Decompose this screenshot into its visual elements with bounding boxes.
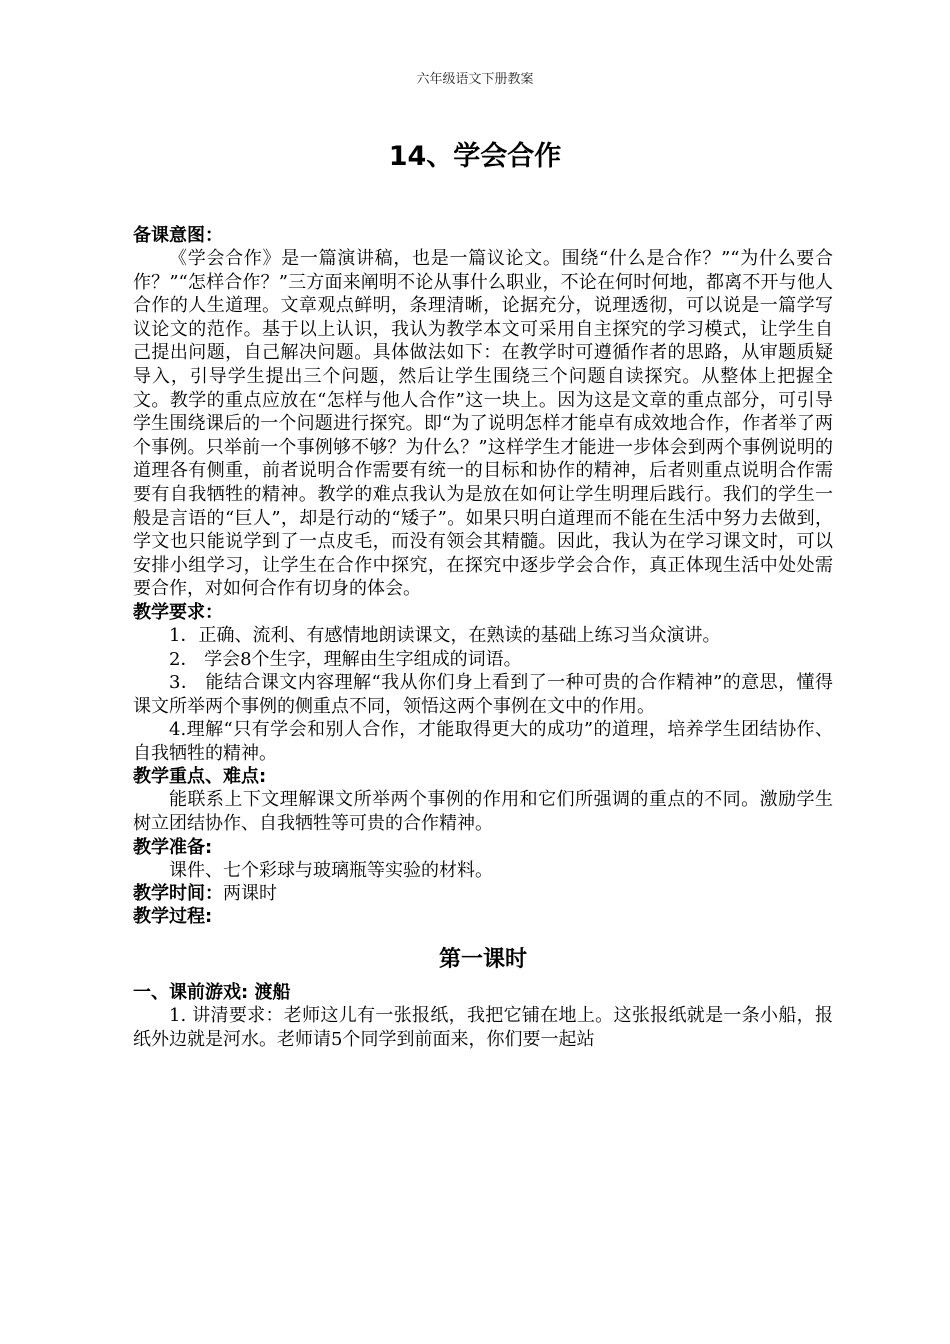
lesson-1-part-1-heading: 一、课前游戏: 渡船	[133, 982, 291, 1004]
teaching-time-value: 两课时	[223, 883, 277, 905]
section-heading-process: 教学过程:	[133, 906, 213, 928]
section-heading-preparation: 教学准备:	[133, 836, 213, 858]
requirement-item-1: 1．正确、流利、有感情地朗读课文，在熟读的基础上练习当众演讲。	[169, 624, 721, 646]
lesson-1-title: 第一课时	[438, 947, 527, 973]
running-header: 六年级语文下册教案	[416, 72, 534, 87]
requirement-item-2: 2． 学会8个生字，理解由生字组成的词语。	[169, 648, 522, 670]
section-heading-key-points: 教学重点、难点:	[133, 766, 267, 788]
teaching-time-line	[133, 882, 833, 905]
key-points-text: 能联系上下文理解课文所举两个事例的作用和它们所强调的重点的不同。激励学生树立团结协作、自我牺牲等可贵的合作精神。	[133, 789, 833, 835]
document-body	[133, 224, 833, 1051]
section-heading-requirements: 教学要求：	[133, 601, 223, 623]
document-title: 14、学会合作	[388, 141, 562, 172]
preparation-text: 课件、七个彩球与玻璃瓶等实验的材料。	[169, 859, 493, 881]
requirement-item-4: 4.理解“只有学会和别人合作，才能取得更大的成功”的道理，培养学生团结协作、自我牺牲的精神。	[133, 719, 833, 764]
lesson-1-part-1-text: 1. 讲清要求：老师这儿有一张报纸，我把它铺在地上。这张报纸就是一条小船，报纸外边就是河水。老师请5个同学到前面来，你们要一起站	[133, 1005, 833, 1050]
requirement-item-3: 3． 能结合课文内容理解“我从你们身上看到了一种可贵的合作精神”的意思，懂得课文所举两个事例的侧重点不同，领悟这两个事例在文中的作用。	[133, 672, 833, 717]
section-heading-intent: 备课意图：	[133, 225, 223, 246]
intent-paragraph: 《学会合作》是一篇演讲稿，也是一篇议论文。围绕“什么是合作？”“为什么要合作？”“怎样合作？”三方面来阐明不论从事什么职业，不论在何时何地，都离不开与他人合作的人生道理。文章观点鲜明，条理清晰，论据充分，说理透彻，可以说是一篇学写议论文的范作。基于以上认识，我认为教学本文可采用自主探究的学习模式，让学生自己提出问题，自己解决问题。具体做法如下：在教学时可遵循作者的思路，从审题质疑导入，引导学生提出三个问题，然后让学生围绕三个问题自读探究。从整体上把握全文。教学的重点应放在“怎样与他人合作”这一块上。因为这是文章的重点部分，可引导学生围绕课后的一个问题进行探究。即“为了说明怎样才能卓有成效地合作，作者举了两个事例。只举前一个事例够不够？为什么？”这样学生才能进一步体会到两个事例说明的道理各有侧重，前者说明合作需要有统一的目标和协作的精神，后者则重点说明合作需要有自我牺牲的精神。教学的难点我认为是放在如何让学生明理后践行。我们的学生一般是言语的“巨人”，却是行动的“矮子”。如果只明白道理而不能在生活中努力去做到，学文也只能说学到了一点皮毛，而没有领会其精髓。因此，我认为在学习课文时，可以安排小组学习，让学生在合作中探究，在探究中逐步学会合作，真正体现生活中处处需要合作，对如何合作有切身的体会。	[133, 248, 833, 600]
teaching-time-label: 教学时间：	[133, 883, 223, 905]
